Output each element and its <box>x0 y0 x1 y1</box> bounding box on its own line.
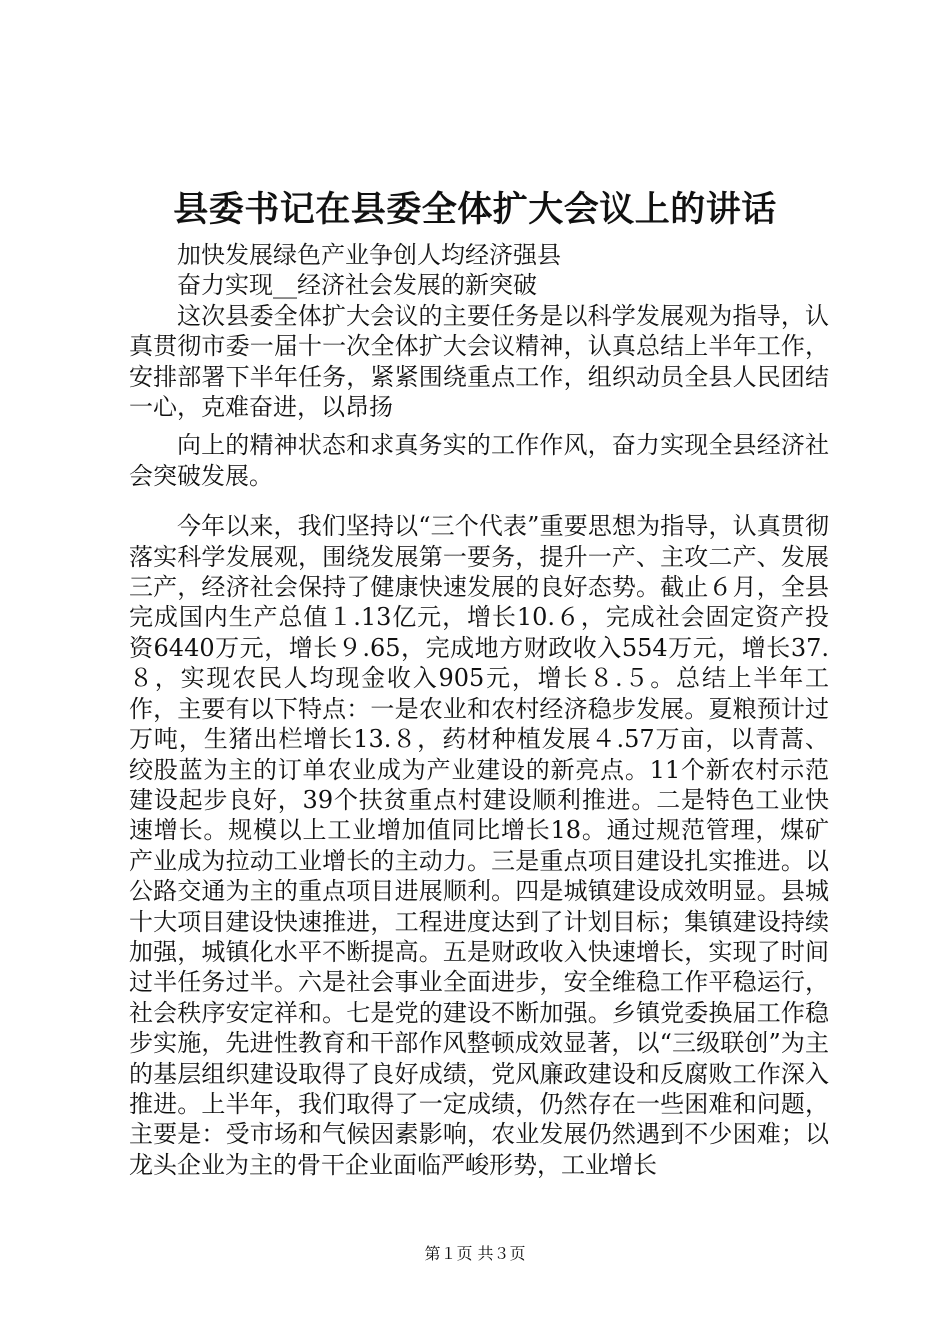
body-paragraph-1: 这次县委全体扩大会议的主要任务是以科学发展观为指导，认真贯彻市委一届十一次全体扩大会议精神，认真总结上半年工作，安排部署下半年任务，紧紧围绕重点工作，组织动员全县人民团结一心，克难奋进，以昂扬 <box>129 301 829 422</box>
document-title: 县委书记在县委全体扩大会议上的讲话 <box>173 189 777 230</box>
page-footer: 第１页 共３页 <box>424 1244 526 1263</box>
document-body <box>129 240 829 1180</box>
body-paragraph-3: 今年以来，我们坚持以“三个代表”重要思想为指导，认真贯彻落实科学发展观，围绕发展第一要务，提升一产、主攻二产、发展三产，经济社会保持了健康快速发展的良好态势。截止６月，全县完成国内生产总值１.13亿元，增长10.６，完成社会固定资产投资6440万元，增长９.65，完成地方财政收入554万元，增长37.８，实现农民人均现金收入905元，增长８.５。总结上半年工作，主要有以下特点：一是农业和农村经济稳步发展。夏粮预计过万吨，生猪出栏增长13.８，药材种植发展４.57万亩，以青蒿、绞股蓝为主的订单农业成为产业建设的新亮点。11个新农村示范建设起步良好，39个扶贫重点村建设顺利推进。二是特色工业快速增长。规模以上工业增加值同比增长18。通过规范管理，煤矿产业成为拉动工业增长的主动力。三是重点项目建设扎实推进。以公路交通为主的重点项目进展顺利。四是城镇建设成效明显。县城十大项目建设快速推进，工程进度达到了计划目标；集镇建设持续加强，城镇化水平不断提高。五是财政收入快速增长，实现了时间过半任务过半。六是社会事业全面进步，安全维稳工作平稳运行，社会秩序安定祥和。七是党的建设不断加强。乡镇党委换届工作稳步实施，先进性教育和干部作风整顿成效显著，以“三级联创”为主的基层组织建设取得了良好成绩，党风廉政建设和反腐败工作深入推进。上半年，我们取得了一定成绩，仍然存在一些困难和问题，主要是：受市场和气候因素影响，农业发展仍然遇到不少困难；以龙头企业为主的骨干企业面临严峻形势，工业增长 <box>129 512 829 1179</box>
subtitle-line-1: 加快发展绿色产业争创人均经济强县 <box>177 241 561 269</box>
subtitle-line-2: 奋力实现__经济社会发展的新突破 <box>177 271 537 300</box>
body-paragraph-2: 向上的精神状态和求真务实的工作作风，奋力实现全县经济社会突破发展。 <box>129 431 829 490</box>
